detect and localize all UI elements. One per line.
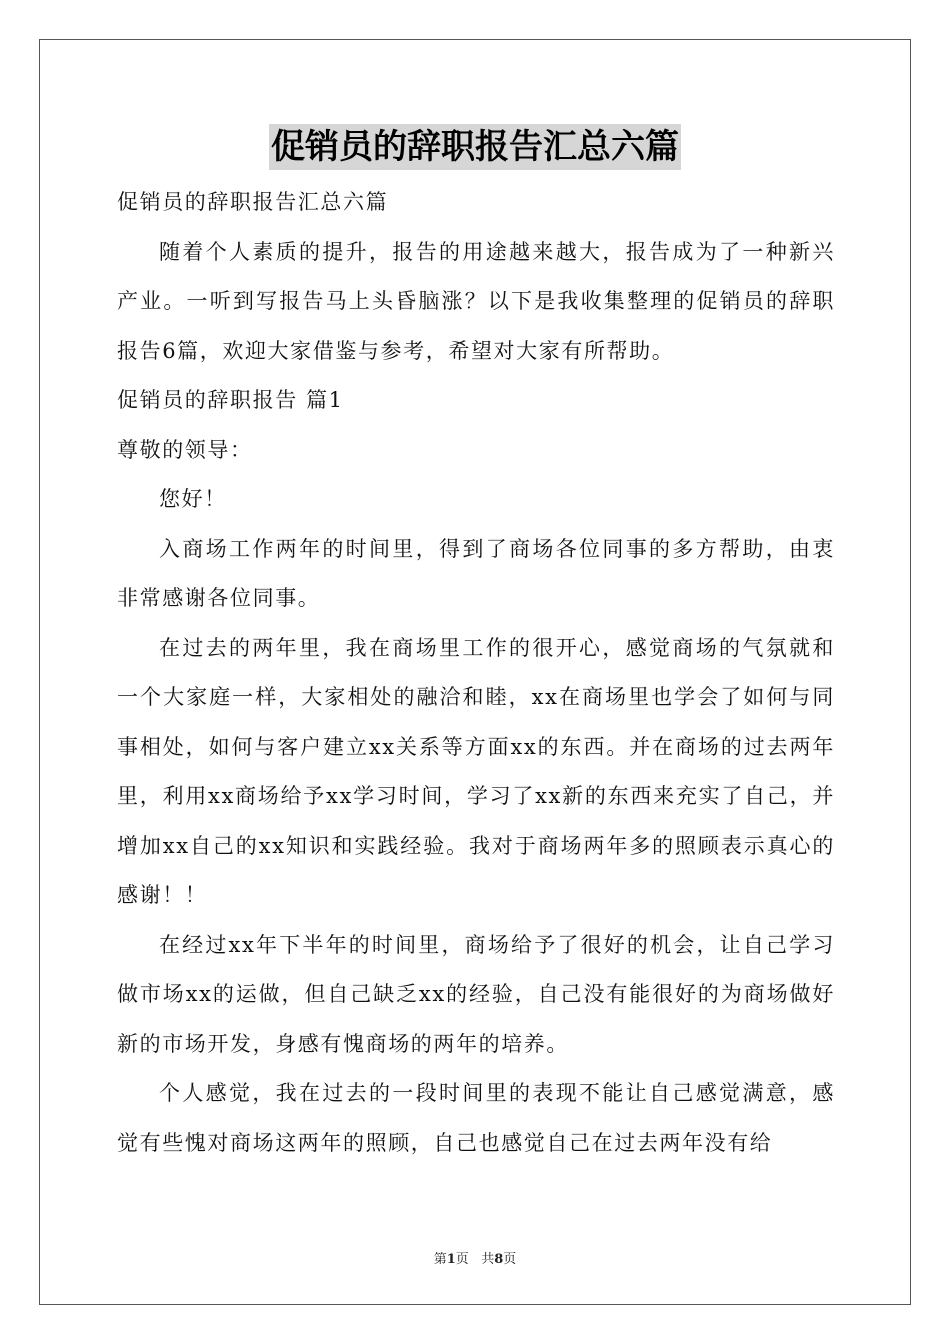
salutation: 尊敬的领导： <box>117 437 253 462</box>
paragraph-1: 随着个人素质的提升，报告的用途越来越大，报告成为了一种新兴产业。一听到写报告马上头昏脑涨？以下是我收集整理的促销员的辞职报告6篇，欢迎大家借鉴与参考，希望对大家有所帮助。 <box>117 239 835 363</box>
footer-total-pages: 8 <box>494 1252 504 1267</box>
page-footer <box>0 1248 950 1267</box>
footer-total-prefix: 共 <box>481 1252 495 1267</box>
paragraph-0: 促销员的辞职报告汇总六篇 <box>117 190 389 214</box>
footer-page-prefix: 第 <box>433 1252 447 1267</box>
document-body <box>117 178 835 1168</box>
paragraph-8: 个人感觉，我在过去的一段时间里的表现不能让自己感觉满意，感觉有些愧对商场这两年的照顾，自己也感觉自己在过去两年没有给 <box>117 1081 835 1155</box>
footer-page-unit: 页 <box>455 1252 469 1267</box>
title-container <box>0 124 950 170</box>
paragraph-7: 在经过xx年下半年的时间里，商场给予了很好的机会，让自己学习做市场xx的运做，但自己缺乏xx的经验，自己没有能很好的为商场做好新的市场开发，身感有愧商场的两年的培养。 <box>117 932 835 1056</box>
greeting: 您好！ <box>159 487 227 511</box>
footer-current-page: 1 <box>446 1252 456 1267</box>
paragraph-5: 入商场工作两年的时间里，得到了商场各位同事的多方帮助，由衷非常感谢各位同事。 <box>117 536 835 610</box>
footer-total-unit: 页 <box>503 1252 517 1267</box>
document-title: 促销员的辞职报告汇总六篇 <box>269 124 681 170</box>
section-heading: 促销员的辞职报告 篇1 <box>117 388 344 412</box>
paragraph-6: 在过去的两年里，我在商场里工作的很开心，感觉商场的气氛就和一个大家庭一样，大家相处的融洽和睦，xx在商场里也学会了如何与同事相处，如何与客户建立xx关系等方面xx的东西。并在商场的过去两年里，利用xx商场给予xx学习时间，学习了xx新的东西来充实了自己，并增加xx自己的xx知识和实践经验。我对于商场两年多的照顾表示真心的感谢！！ <box>117 635 835 907</box>
